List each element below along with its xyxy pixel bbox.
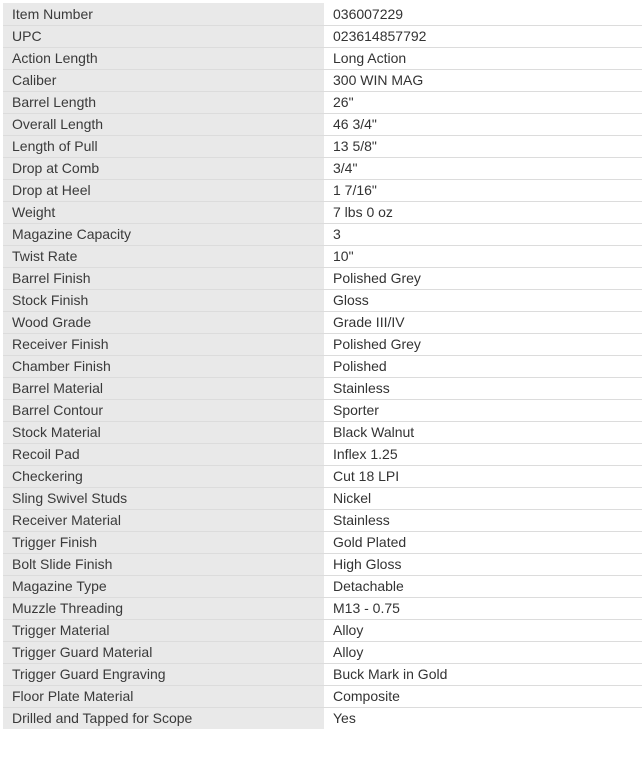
spec-row — [3, 443, 642, 465]
spec-value: Stainless — [324, 509, 642, 531]
spec-row — [3, 267, 642, 289]
spec-row — [3, 685, 642, 707]
spec-value: 26" — [324, 91, 642, 113]
spec-label: Drilled and Tapped for Scope — [3, 707, 324, 729]
specifications-body — [3, 3, 642, 729]
spec-row — [3, 311, 642, 333]
spec-value: Long Action — [324, 47, 642, 69]
spec-row — [3, 223, 642, 245]
spec-row — [3, 641, 642, 663]
spec-label: Trigger Finish — [3, 531, 324, 553]
spec-value: 300 WIN MAG — [324, 69, 642, 91]
spec-value: M13 - 0.75 — [324, 597, 642, 619]
spec-value: Polished — [324, 355, 642, 377]
spec-label: UPC — [3, 25, 324, 47]
spec-row — [3, 333, 642, 355]
spec-label: Caliber — [3, 69, 324, 91]
spec-label: Muzzle Threading — [3, 597, 324, 619]
spec-label: Trigger Guard Engraving — [3, 663, 324, 685]
spec-row — [3, 245, 642, 267]
spec-label: Magazine Type — [3, 575, 324, 597]
spec-label: Checkering — [3, 465, 324, 487]
spec-label: Action Length — [3, 47, 324, 69]
spec-row — [3, 355, 642, 377]
spec-value: 3/4" — [324, 157, 642, 179]
spec-label: Weight — [3, 201, 324, 223]
spec-row — [3, 157, 642, 179]
spec-label: Sling Swivel Studs — [3, 487, 324, 509]
spec-label: Barrel Length — [3, 91, 324, 113]
spec-value: Gold Plated — [324, 531, 642, 553]
spec-label: Stock Material — [3, 421, 324, 443]
spec-row — [3, 421, 642, 443]
spec-value: Stainless — [324, 377, 642, 399]
spec-label: Wood Grade — [3, 311, 324, 333]
spec-row — [3, 377, 642, 399]
spec-row — [3, 619, 642, 641]
spec-value: Nickel — [324, 487, 642, 509]
spec-label: Chamber Finish — [3, 355, 324, 377]
spec-label: Receiver Finish — [3, 333, 324, 355]
spec-value: Polished Grey — [324, 333, 642, 355]
spec-value: 46 3/4" — [324, 113, 642, 135]
spec-label: Receiver Material — [3, 509, 324, 531]
spec-row — [3, 25, 642, 47]
spec-value: Cut 18 LPI — [324, 465, 642, 487]
spec-value: Inflex 1.25 — [324, 443, 642, 465]
spec-row — [3, 663, 642, 685]
spec-row — [3, 707, 642, 729]
spec-value: Black Walnut — [324, 421, 642, 443]
spec-value: Detachable — [324, 575, 642, 597]
spec-label: Item Number — [3, 3, 324, 25]
spec-label: Length of Pull — [3, 135, 324, 157]
spec-label: Magazine Capacity — [3, 223, 324, 245]
spec-row — [3, 201, 642, 223]
spec-row — [3, 487, 642, 509]
spec-value: Polished Grey — [324, 267, 642, 289]
spec-value: Yes — [324, 707, 642, 729]
spec-row — [3, 531, 642, 553]
spec-label: Barrel Material — [3, 377, 324, 399]
spec-label: Bolt Slide Finish — [3, 553, 324, 575]
spec-value: Alloy — [324, 619, 642, 641]
specifications-table — [3, 3, 642, 729]
spec-row — [3, 135, 642, 157]
spec-row — [3, 179, 642, 201]
spec-row — [3, 597, 642, 619]
spec-value: Sporter — [324, 399, 642, 421]
spec-row — [3, 465, 642, 487]
spec-label: Barrel Finish — [3, 267, 324, 289]
spec-label: Overall Length — [3, 113, 324, 135]
spec-value: 1 7/16" — [324, 179, 642, 201]
spec-label: Drop at Heel — [3, 179, 324, 201]
spec-row — [3, 91, 642, 113]
spec-value: 7 lbs 0 oz — [324, 201, 642, 223]
spec-label: Drop at Comb — [3, 157, 324, 179]
spec-value: 3 — [324, 223, 642, 245]
spec-value: Composite — [324, 685, 642, 707]
spec-row — [3, 575, 642, 597]
spec-row — [3, 509, 642, 531]
spec-row — [3, 289, 642, 311]
spec-label: Stock Finish — [3, 289, 324, 311]
spec-value: Gloss — [324, 289, 642, 311]
spec-value: 13 5/8" — [324, 135, 642, 157]
spec-value: Buck Mark in Gold — [324, 663, 642, 685]
spec-value: 10" — [324, 245, 642, 267]
spec-row — [3, 69, 642, 91]
spec-value: Alloy — [324, 641, 642, 663]
spec-label: Recoil Pad — [3, 443, 324, 465]
spec-value: 023614857792 — [324, 25, 642, 47]
spec-value: Grade III/IV — [324, 311, 642, 333]
spec-row — [3, 399, 642, 421]
spec-label: Floor Plate Material — [3, 685, 324, 707]
spec-label: Twist Rate — [3, 245, 324, 267]
spec-label: Trigger Material — [3, 619, 324, 641]
spec-value: High Gloss — [324, 553, 642, 575]
spec-row — [3, 3, 642, 25]
spec-row — [3, 113, 642, 135]
spec-value: 036007229 — [324, 3, 642, 25]
spec-label: Trigger Guard Material — [3, 641, 324, 663]
spec-row — [3, 553, 642, 575]
spec-label: Barrel Contour — [3, 399, 324, 421]
spec-row — [3, 47, 642, 69]
